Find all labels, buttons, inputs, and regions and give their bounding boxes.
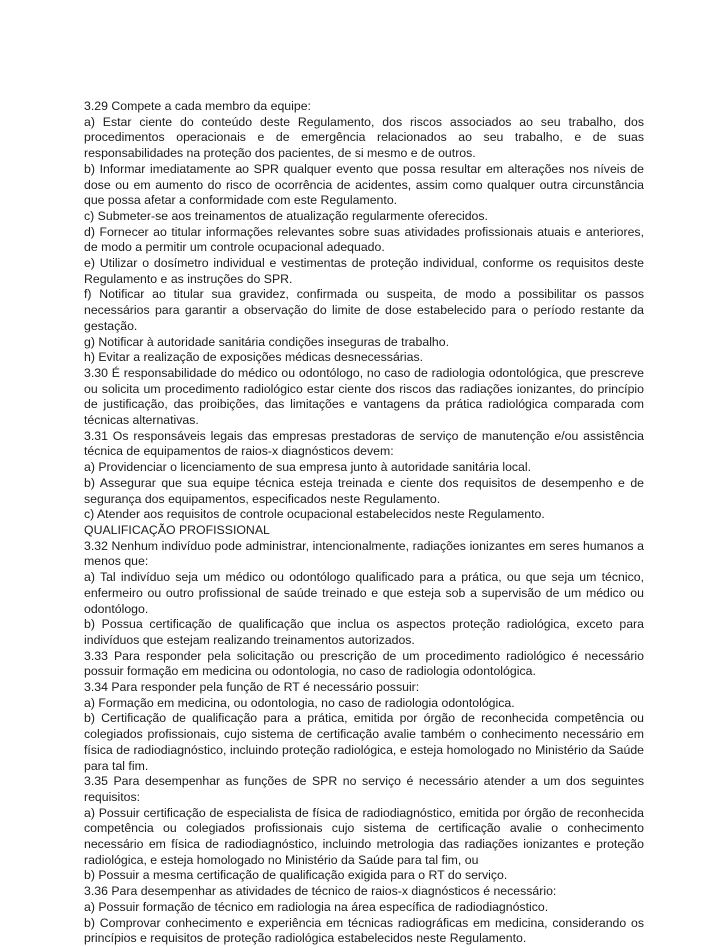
paragraph-3-32-b: b) Possua certificação de qualificação que inclua os aspectos proteção radiológica, exceto para indivíduos que estejam realizando treinamentos autorizados. [84, 617, 644, 647]
paragraph-3-31-a: a) Providenciar o licenciamento de sua empresa junto à autoridade sanitária local. [84, 460, 532, 475]
paragraph-3-31-b: b) Assegurar que sua equipe técnica esteja treinada e ciente dos requisitos de desempenho e de segurança dos equipamentos, especificados neste Regulamento. [84, 475, 644, 506]
paragraph-3-36-a: a) Possuir formação de técnico em radiologia na área específica de radiodiagnóstico. [84, 899, 549, 914]
paragraph-3-33: 3.33 Para responder pela solicitação ou prescrição de um procedimento radiológico é necessário possuir formação em medicina ou odontologia, no caso de radiologia odontológica. [84, 648, 644, 679]
paragraph-3-36-b: b) Comprovar conhecimento e experiência em técnicas radiográficas em medicina, considerando os princípios e requisitos de proteção radiológica estabelecidos neste Regulamento. [84, 915, 644, 946]
paragraph-3-34: 3.34 Para responder pela função de RT é necessário possuir: [84, 680, 420, 695]
paragraph-3-29-e: e) Utilizar o dosímetro individual e vestimentas de proteção individual, conforme os requisitos deste Regulamento e as instruções do SPR. [84, 256, 644, 286]
paragraph-3-29-h: h) Evitar a realização de exposições médicas desnecessárias. [84, 350, 424, 365]
paragraph-3-31-c: c) Atender aos requisitos de controle ocupacional estabelecidos neste Regulamento. [84, 507, 545, 522]
paragraph-3-29-f: f) Notificar ao titular sua gravidez, confirmada ou suspeita, de modo a possibilitar os passos necessários para garantir a observação do limite de dose estabelecido para o período restante da gestação. [84, 287, 644, 333]
paragraph-3-34-a: a) Formação em medicina, ou odontologia, no caso de radiologia odontológica. [84, 695, 515, 710]
paragraph-3-35-b: b) Possuir a mesma certificação de qualificação exigida para o RT do serviço. [84, 868, 508, 883]
paragraph-3-35: 3.35 Para desempenhar as funções de SPR no serviço é necessário atender a um dos seguintes requisitos: [84, 774, 644, 804]
paragraph-3-32-a: a) Tal indivíduo seja um médico ou odontólogo qualificado para a prática, ou que seja um técnico, enfermeiro ou outro profissional de saúde treinado e que esteja sob a supervisão de um médico ou odontólogo. [84, 570, 644, 616]
paragraph-3-35-a: a) Possuir certificação de especialista de física de radiodiagnóstico, emitida por órgão de reconhecida competência ou colegiados profissionais cujo sistema de certificação avalie o conhecimento necessário em física de radiodiagnóstico, incluindo metrologia das radiações ionizantes e proteção radiológica, e esteja homologado no Ministério da Saúde para tal fim, ou [84, 805, 644, 867]
paragraph-3-29-d: d) Fornecer ao titular informações relevantes sobre suas atividades profissionais atuais e anteriores, de modo a permitir um controle ocupacional adequado. [84, 224, 644, 255]
paragraph-3-29-b: b) Informar imediatamente ao SPR qualquer evento que possa resultar em alterações nos níveis de dose ou em aumento do risco de ocorrência de acidentes, assim como qualquer outra circunstância que possa afetar a conformidade com este Regulamento. [84, 161, 644, 208]
paragraph-3-36: 3.36 Para desempenhar as atividades de técnico de raios-x diagnósticos é necessário: [84, 884, 557, 899]
paragraph-3-29-c: c) Submeter-se aos treinamentos de atualização regularmente oferecidos. [84, 208, 488, 223]
paragraph-3-30: 3.30 É responsabilidade do médico ou odontólogo, no caso de radiologia odontológica, que prescreve ou solicita um procedimento radiológico estar ciente dos riscos das radiações ionizantes, do princípio de justificação, das proibições, das limitações e vantagens da prática radiológica comparada com técnicas alternativas. [84, 365, 644, 428]
paragraph-3-31: 3.31 Os responsáveis legais das empresas prestadoras de serviço de manutenção e/ou assistência técnica de equipamentos de raios-x diagnósticos devem: [84, 428, 644, 459]
paragraph-3-29-a: a) Estar ciente do conteúdo deste Regulamento, dos riscos associados ao seu trabalho, dos procedimentos operacionais e de emergência relacionados ao seu trabalho, e de suas responsabilidades na proteção dos pacientes, de si mesmo e de outros. [84, 114, 644, 161]
paragraph-3-29-g: g) Notificar à autoridade sanitária condições inseguras de trabalho. [84, 334, 450, 349]
paragraph-3-29: 3.29 Compete a cada membro da equipe: [84, 99, 311, 113]
paragraph-3-32: 3.32 Nenhum indivíduo pode administrar, intencionalmente, radiações ionizantes em seres humanos a menos que: [84, 538, 644, 569]
document-page [84, 99, 644, 947]
section-heading: QUALIFICAÇÃO PROFISSIONAL [84, 522, 270, 537]
paragraph-3-34-b: b) Certificação de qualificação para a prática, emitida por órgão de reconhecida competência ou colegiados profissionais, cujo sistema de certificação avalie também o conhecimento necessário em física de radiodiagnóstico, incluindo proteção radiológica, e esteja homologado no Ministério da Saúde para tal fim. [84, 711, 644, 773]
